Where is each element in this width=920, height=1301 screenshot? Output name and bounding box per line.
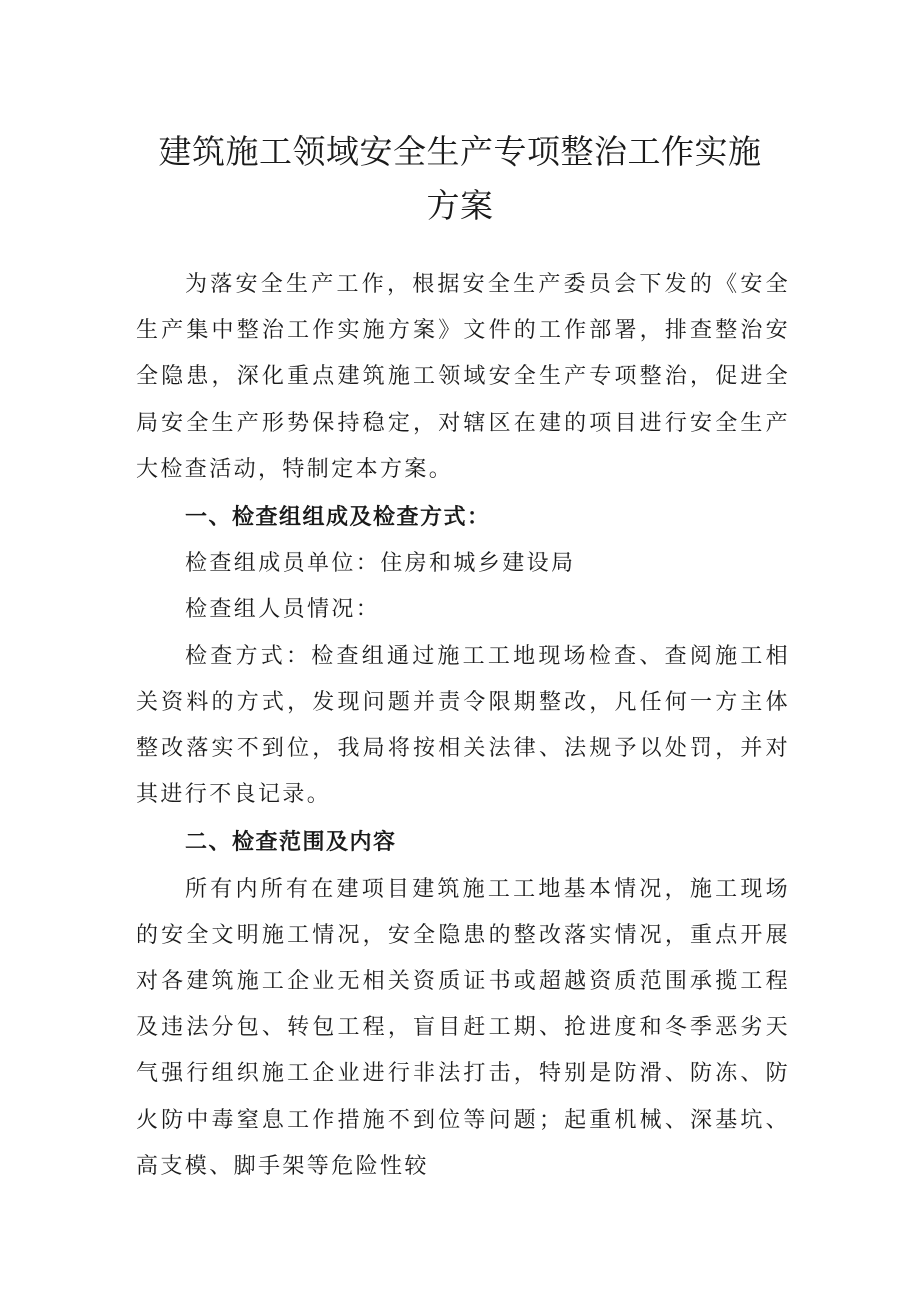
paragraph-method: 检查方式：检查组通过施工工地现场检查、查阅施工相关资料的方式，发现问题并责令限期整改，凡任何一方主体整改落实不到位，我局将按相关法律、法规予以处罚，并对其进行不良记录。 bbox=[136, 643, 790, 808]
paragraph-intro: 为落安全生产工作，根据安全生产委员会下发的《安全生产集中整治工作实施方案》文件的工作部署，排查整治安全隐患，深化重点建筑施工领域安全生产专项整治，促进全局安全生产形势保持稳定，对辖区在建的项目进行安全生产大检查活动，特制定本方案。 bbox=[136, 272, 790, 482]
paragraph-personnel: 检查组人员情况： bbox=[185, 597, 381, 623]
document-body bbox=[136, 262, 790, 1190]
paragraph-scope: 所有内所有在建项目建筑施工工地基本情况，施工现场的安全文明施工情况，安全隐患的整改落实情况，重点开展对各建筑施工企业无相关资质证书或超越资质范围承揽工程及违法分包、转包工程，盲目赶工期、抢进度和冬季恶劣天气强行组织施工企业进行非法打击，特别是防滑、防冻、防火防中毒窒息工作措施不到位等问题；起重机械、深基坑、高支模、脚手架等危险性较 bbox=[136, 876, 790, 1179]
document-title-line-2: 方案 bbox=[426, 186, 494, 225]
paragraph-members: 检查组成员单位：住房和城乡建设局 bbox=[185, 551, 576, 577]
section-heading-1: 一、检查组组成及检查方式： bbox=[185, 505, 491, 531]
document-title-line-1: 建筑施工领域安全生产专项整治工作实施 bbox=[158, 132, 762, 171]
section-heading-2: 二、检查范围及内容 bbox=[185, 830, 397, 856]
